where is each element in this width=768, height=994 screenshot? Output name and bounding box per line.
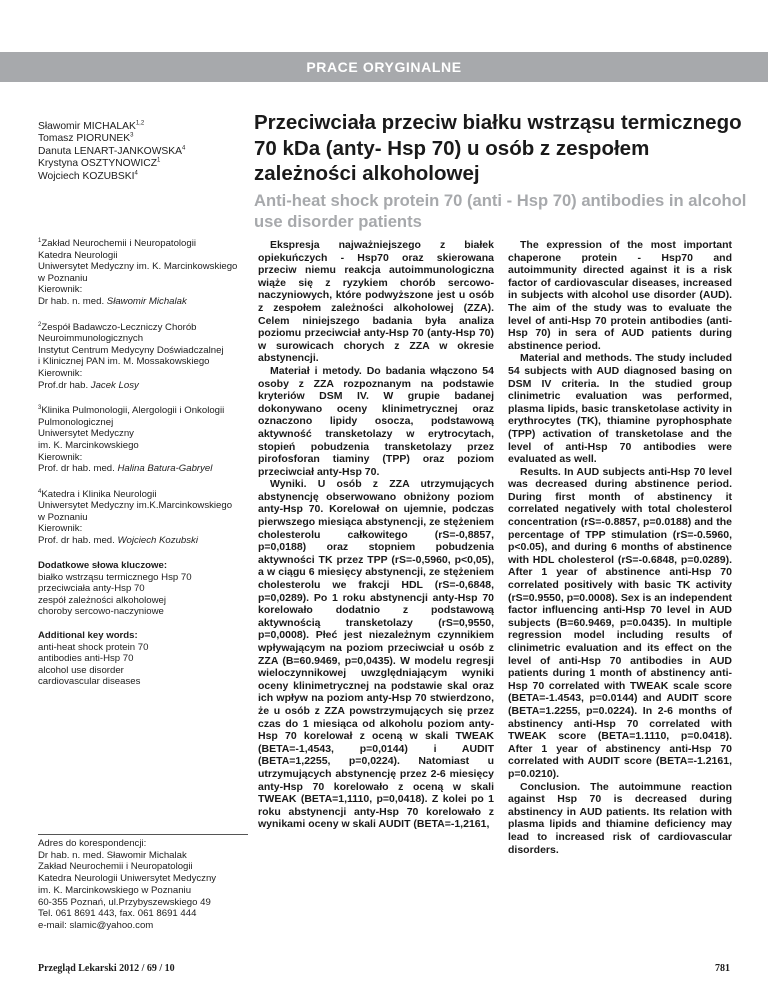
- section-banner: [0, 52, 768, 82]
- keyword: przeciwciała anty-Hsp 70: [38, 583, 145, 595]
- section-banner-label: PRACE ORYGINALNE: [306, 59, 462, 75]
- journal-citation: Przegląd Lekarski 2012 / 69 / 10: [38, 963, 175, 974]
- keywords-english: Additional key words: anti-heat shock protein 70 antibodies anti-Hsp 70 alcohol use disorder cardiovascular diseases: [38, 630, 248, 688]
- keyword: anti-heat shock protein 70: [38, 641, 149, 653]
- abstract-english: [508, 239, 732, 856]
- abstract-paragraph: Results. In AUD subjects anti-Hsp 70 level was decreased during abstinence period. During first month of abstinency it correlated negatively with total cholesterol concentration (rS=-0.8857, p=0.0188) and the percentage of TPP stimulation (rS=-0.5960, p<0.05), and during 6 months of abstinence with HDL cholesterol (rS=-0.6848, p=0.0289). After 1 year of abstinence anti-Hsp 70 correlated positively with basic TK activity (rS=0.9550, p=0.0008). Sex is an independent factor influencing anti-Hsp 70 level in AUD subjects (B=60.9469, p=0.0435). In multiple regression model including results of clinimetric evaluation and its effect on the level of anti-Hsp 70 antibodies in AUD patients during 1 month of abstinency anti-Hsp 70 correlated with TWEAK scale score (BETA=-1.4543, p=0.0144) and AUDIT score (BETA=1.2255, p=0.0224). In 2-6 months of abstinency anti-Hsp 70 correlated with TWEAK score (BETA=1.1110, p=0.0418). After 1 year of abstinency anti-Hsp 70 correlated with AUDIT score (BETA=-1.2161, p=0.0210).: [508, 465, 732, 780]
- abstract-paragraph: Wyniki. U osób z ZZA utrzymujących abstynencję obserwowano obniżony poziom anty-Hsp 70. Korelował on ujemnie, podczas pierwszego miesiąca abstynencji, ze stężeniem cholesterolu całkowitego (rS=-0,8857, p=0,0188) oraz stopniem pobudzenia aktywności TK przez TPP (rS=-0,5960, p<0,05), a w ciągu 6 miesięcy abstynencji, ze stężeniem cholesterolu we frakcji HDL (rS=-0,6848, p=0,0289). Po 1 roku abstynencji anty-Hsp 70 korelowało dodatnio z podstawową aktywnością transketolazy (rS=0,9550, p=0,0008). Płeć jest niezależnym czynnikiem wpływającym na poziom przeciwciał u osób z ZZA (B=60.9469, p=0,0435). W modelu regresji wieloczynnikowej uwzględniającym wyniki oceny klinimetrycznej na podstawie skal oraz ich wpływ na poziom anty-Hsp 70 stwierdzono, że u osób z ZZA powstrzymujących się przez czas do 1 miesiąca od alkoholu poziom anty-Hsp 70 korelował z oceną w skali TWEAK (BETA=-1,4543, p=0,0144) i AUDIT (BETA=1,2255, p=0,0224). Natomiast u utrzymujących abstynencję przez 2-6 miesięcy anty-Hsp 70 korelowało z oceną w skali TWEAK (BETA=1,1110, p=0,0418). Z kolei po 1 roku abstynencji anty-Hsp 70 korelowało z wynikami oceny w skali AUDIT (BETA=-1,2161,: [258, 478, 494, 831]
- title-english: Anti-heat shock protein 70 (anti - Hsp 70) antibodies in alcohol use disorder patients: [254, 191, 747, 231]
- affiliations: [38, 238, 248, 561]
- abstract-paragraph: Conclusion. The autoimmune reaction against Hsp 70 is decreased during abstinency in AUD patients. Its relation with plasma lipids and thiamine deficiency may lead to increased risk of cardiovascular disorders.: [508, 780, 732, 856]
- author: Wojciech KOZUBSKI$^4$: [38, 170, 138, 182]
- abstract-paragraph: Ekspresja najważniejszego z białek opiekuńczych - Hsp70 oraz skierowana przeciw niemu reakcja autoimmunologiczna wiąże się z ryzykiem chorób sercowo-naczyniowych, które podwyższone jest u osób z zespołem zależności alkoholowej (ZZA). Celem niniejszego badania była analiza poziomu przeciwciał anty-Hsp 70 (anty-Hsp 70) w surowicach chorych z ZZA w okresie abstynencji.: [258, 239, 494, 365]
- keyword: zespół zależności alkoholowej: [38, 594, 166, 606]
- author: Tomasz PIORUNEK$^3$: [38, 132, 134, 145]
- abstract-polish: [258, 239, 494, 831]
- page-number: 781: [715, 963, 730, 974]
- abstract-paragraph: The expression of the most important chaperone protein - Hsp70 and autoimmunity directed against it is a risk factor of cardiovascular diseases, increased in subjects with alcohol use disorder (AUD). The aim of the study was to evaluate the level of anti-Hsp 70 protein antibodies (anti-Hsp 70) in sera of AUD patients during abstinence period.: [508, 239, 732, 352]
- keywords-polish: Dodatkowe słowa kluczowe: białko wstrząsu termicznego Hsp 70 przeciwciała anty-Hsp 70 zespół zależności alkoholowej choroby sercowo-naczyniowe: [38, 560, 248, 618]
- affiliation: $^1$Zakład Neurochemii i Neuropatologii Katedra Neurologii Uniwersytet Medyczny im. K. Marcinkowskiego w Poznaniu Kierownik: Dr hab. n. med. Sławomir Michalak: [38, 237, 238, 307]
- abstract-paragraph: Materiał i metody. Do badania włączono 54 osoby z ZZA rozpoznanym na podstawie kryteriów DSM IV. W grupie badanej dokonywano oceny klinimetrycznej oraz oznaczono lipidy osocza, podstawową aktywność transketolazy w erytrocytach, stopień pobudzenia transketolazy przez pirofosforan tiaminy (TPP) oraz poziom przeciwciał anty-Hsp 70.: [258, 364, 494, 478]
- keyword: antibodies anti-Hsp 70: [38, 653, 134, 665]
- author: Danuta LENART-JANKOWSKA$^4$: [38, 145, 186, 157]
- keyword: choroby sercowo-naczyniowe: [38, 606, 164, 618]
- affiliation: $^3$Klinika Pulmonologii, Alergologii i Onkologii Pulmonologicznej Uniwersytet Medyczny im. K. Marcinkowskiego Kierownik: Prof. dr hab. med. Halina Batura-Gabryel: [38, 404, 225, 475]
- abstract-paragraph: Material and methods. The study included 54 subjects with AUD diagnosed basing on DSM IV criteria. In the studied group clinimetric evaluation was performed, plasma lipids, basic transketolase activity in erythrocytes (TK), thiamine pyrophosphate (TPP) activation of transketolase and the level of anti-Hsp 70 antibodies were evaluated as well.: [508, 352, 732, 466]
- title-polish: Przeciwciała przeciw białku wstrząsu termicznego 70 kDa (anty- Hsp 70) u osób z zespołem zależności alkoholowej: [254, 111, 742, 185]
- affiliation: $^2$Zespół Badawczo-Leczniczy Chorób Neuroimmunologicznych Instytut Centrum Medycyny Doświadczalnej i Klinicznej PAN im. M. Mossakowskiego Kierownik: Prof.dr hab. Jacek Losy: [38, 321, 224, 391]
- author: Sławomir MICHALAK$^{1,2}$: [38, 120, 145, 132]
- author-list: [38, 121, 248, 183]
- email-address: e-mail: slamic@yahoo.com: [38, 919, 154, 931]
- divider: [38, 834, 248, 835]
- correspondence-address: Adres do korespondencji: Dr hab. n. med. Sławomir Michalak Zakład Neurochemii i Neuropatologii Katedra Neurologii Uniwersytet Medyczny im. K. Marcinkowskiego w Poznaniu 60-355 Poznań, ul.Przybyszewskiego 49 Tel. 061 8691 443, fax. 061 8691 444 e-mail: slamic@yahoo.com: [38, 838, 248, 932]
- affiliation: $^4$Katedra i Klinika Neurologii Uniwersytet Medyczny im.K.Marcinkowskiego w Poznaniu Kierownik: Prof. dr hab. med. Wojciech Kozubski: [38, 488, 233, 547]
- keyword: cardiovascular diseases: [38, 676, 141, 688]
- keyword: białko wstrząsu termicznego Hsp 70: [38, 571, 192, 583]
- keyword: alcohol use disorder: [38, 664, 124, 676]
- author: Krystyna OSZTYNOWICZ$^1$: [38, 157, 161, 170]
